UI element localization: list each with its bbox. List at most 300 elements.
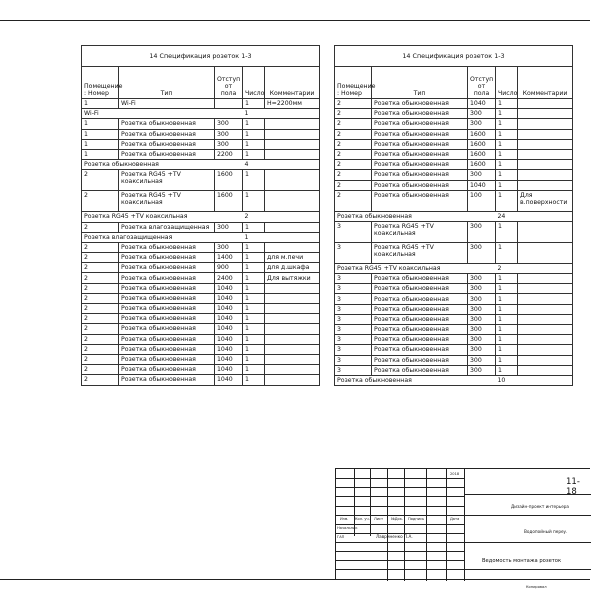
table-row — [335, 99, 573, 109]
cell-comment — [518, 314, 573, 324]
cell-comment — [518, 109, 573, 119]
cell-count: 1 — [243, 314, 265, 324]
group-empty-cell — [265, 232, 320, 242]
cell-type: Розетка обыкновенная — [119, 283, 215, 293]
cell-comment: H=2200мм — [265, 99, 320, 109]
group-empty-cell — [518, 263, 573, 273]
table-row — [335, 109, 573, 119]
col-header-type: Тип — [119, 67, 215, 99]
col-header-offset: Отступ от пола — [468, 67, 496, 99]
cell-offset: 300 — [215, 129, 243, 139]
cell-count: 1 — [243, 344, 265, 354]
cell-room: 2 — [82, 365, 119, 375]
group-count: 2 — [496, 263, 518, 273]
cell-comment — [265, 222, 320, 232]
cell-comment — [265, 365, 320, 375]
table-row — [82, 324, 320, 334]
cell-type: Розетка обыкновенная — [372, 335, 468, 345]
cell-offset: 300 — [468, 304, 496, 314]
cell-offset: 100 — [468, 190, 496, 211]
cell-offset: 1040 — [215, 324, 243, 334]
cell-count: 1 — [243, 170, 265, 191]
group-empty-cell — [518, 375, 573, 385]
cell-room: 2 — [82, 354, 119, 364]
cell-count: 1 — [243, 253, 265, 263]
table-row — [82, 334, 320, 344]
group-total-row — [82, 232, 320, 242]
cell-offset: 300 — [468, 314, 496, 324]
group-label: Розетка RG45 +TV коаксильная — [335, 263, 496, 273]
cell-offset: 300 — [468, 335, 496, 345]
table-row — [82, 344, 320, 354]
cell-type: Розетка обыкновенная — [119, 314, 215, 324]
group-count: 1 — [243, 109, 265, 119]
cell-type: Розетка обыкновенная — [119, 263, 215, 273]
group-label: Розетка обыкновенная — [335, 375, 496, 385]
table-row — [82, 149, 320, 159]
cell-room: 2 — [335, 170, 372, 180]
cell-room: 2 — [335, 190, 372, 211]
cell-comment — [518, 139, 573, 149]
cell-comment — [265, 191, 320, 212]
cell-room: 2 — [82, 191, 119, 212]
cell-room: 1 — [82, 129, 119, 139]
cell-offset: 300 — [468, 221, 496, 242]
spec-table-right — [334, 45, 573, 386]
cell-offset: 900 — [215, 263, 243, 273]
cell-room: 2 — [335, 160, 372, 170]
cell-type: Розетка обыкновенная — [372, 355, 468, 365]
cell-room: 2 — [82, 253, 119, 263]
cell-room: 2 — [335, 129, 372, 139]
table-row — [335, 345, 573, 355]
cell-comment: для м.печи — [265, 253, 320, 263]
cell-offset: 300 — [468, 109, 496, 119]
label-izm: Изм. — [340, 517, 349, 521]
table-row — [335, 335, 573, 345]
cell-type: Розетка обыкновенная — [119, 119, 215, 129]
cell-type: Розетка обыкновенная — [372, 314, 468, 324]
cell-comment — [518, 149, 573, 159]
cell-comment — [518, 221, 573, 242]
group-total-row — [335, 375, 573, 385]
cell-offset: 300 — [215, 119, 243, 129]
cell-type: Розетка RG45 +TV коаксильная — [372, 242, 468, 263]
table-row — [82, 170, 320, 191]
cell-type: Розетка обыкновенная — [372, 274, 468, 284]
group-label: Розетка влагозащищенная — [82, 232, 243, 242]
table-row — [82, 273, 320, 283]
cell-offset: 1600 — [468, 160, 496, 170]
cell-type: Розетка обыкновенная — [119, 139, 215, 149]
cell-count: 1 — [496, 170, 518, 180]
table-row — [82, 139, 320, 149]
cell-comment — [265, 149, 320, 159]
cell-offset — [215, 99, 243, 109]
table-row — [335, 129, 573, 139]
table-row — [335, 180, 573, 190]
cell-offset: 1040 — [215, 283, 243, 293]
cell-comment — [518, 345, 573, 355]
cell-comment — [265, 354, 320, 364]
table-row — [335, 314, 573, 324]
cell-type: Розетка обыкновенная — [372, 170, 468, 180]
label-podpis: Подпись — [408, 517, 425, 521]
cell-type: Розетка обыкновенная — [372, 190, 468, 211]
cell-type: Розетка обыкновенная — [372, 180, 468, 190]
table-row — [82, 129, 320, 139]
cell-offset: 1040 — [215, 314, 243, 324]
cell-offset: 1040 — [215, 293, 243, 303]
col-header-room: Помещение : Номер — [82, 67, 119, 99]
cell-count: 1 — [496, 274, 518, 284]
cell-room: 2 — [82, 242, 119, 252]
cell-room: 2 — [82, 304, 119, 314]
cell-comment — [265, 170, 320, 191]
cell-comment — [265, 119, 320, 129]
cell-offset: 1600 — [215, 170, 243, 191]
table-row — [335, 294, 573, 304]
group-count: 24 — [496, 211, 518, 221]
cell-room: 2 — [335, 109, 372, 119]
cell-type: Розетка RG45 +TV коаксильная — [119, 170, 215, 191]
title-block — [335, 468, 590, 589]
cell-count: 1 — [496, 149, 518, 159]
cell-type: Розетка обыкновенная — [119, 344, 215, 354]
cell-offset: 1040 — [468, 99, 496, 109]
cell-offset: 300 — [468, 274, 496, 284]
cell-type: Розетка обыкновенная — [372, 129, 468, 139]
author-name: Лавриненко П.А. — [376, 534, 413, 539]
cell-comment — [265, 334, 320, 344]
cell-offset: 1600 — [215, 191, 243, 212]
cell-room: 2 — [82, 334, 119, 344]
cell-count: 1 — [243, 191, 265, 212]
cell-type: Розетка обыкновенная — [119, 273, 215, 283]
table-row — [335, 365, 573, 375]
group-total-row — [82, 109, 320, 119]
cell-comment — [518, 274, 573, 284]
cell-comment: для д.шкафа — [265, 263, 320, 273]
cell-offset: 300 — [468, 170, 496, 180]
cell-comment — [518, 160, 573, 170]
cell-type: Розетка обыкновенная — [372, 109, 468, 119]
cell-room: 3 — [335, 355, 372, 365]
table-row — [335, 325, 573, 335]
table-row — [335, 242, 573, 263]
cell-room: 2 — [82, 170, 119, 191]
cell-comment — [265, 324, 320, 334]
cell-room: 1 — [82, 99, 119, 109]
cell-offset: 1600 — [468, 139, 496, 149]
cell-room: 2 — [82, 324, 119, 334]
cell-offset: 1040 — [215, 365, 243, 375]
cell-type: Розетка обыкновенная — [119, 242, 215, 252]
cell-offset: 1040 — [215, 375, 243, 385]
cell-room: 1 — [82, 149, 119, 159]
group-total-row — [335, 211, 573, 221]
cell-room: 2 — [335, 180, 372, 190]
cell-room: 2 — [82, 344, 119, 354]
col-header-count: Число — [243, 67, 265, 99]
cell-comment — [518, 335, 573, 345]
table-row — [82, 283, 320, 293]
cell-count: 1 — [243, 139, 265, 149]
table-row — [335, 355, 573, 365]
table-row — [335, 119, 573, 129]
cell-comment — [518, 180, 573, 190]
group-empty-cell — [265, 212, 320, 222]
cell-count: 1 — [243, 365, 265, 375]
cell-count: 1 — [243, 119, 265, 129]
cell-offset: 1040 — [215, 354, 243, 364]
cell-count: 1 — [243, 263, 265, 273]
cell-offset: 1040 — [215, 304, 243, 314]
cell-type: Розетка обыкновенная — [372, 160, 468, 170]
cell-comment — [518, 284, 573, 294]
cell-offset: 300 — [215, 242, 243, 252]
cell-count: 1 — [496, 294, 518, 304]
cell-type: Розетка обыкновенная — [119, 375, 215, 385]
label-kol-uch: Кол. уч. — [355, 517, 370, 521]
cell-room: 3 — [335, 345, 372, 355]
cell-room: 2 — [82, 314, 119, 324]
table-row — [82, 314, 320, 324]
spec-table-left — [81, 45, 320, 386]
cell-comment — [265, 293, 320, 303]
bottom-note: Копировал — [526, 585, 547, 589]
cell-type: Розетка обыкновенная — [119, 129, 215, 139]
table-row — [82, 304, 320, 314]
group-count: 10 — [496, 375, 518, 385]
cell-count: 1 — [496, 190, 518, 211]
table-row — [335, 221, 573, 242]
cell-count: 1 — [243, 149, 265, 159]
cell-type: Розетка обыкновенная — [119, 293, 215, 303]
cell-count: 1 — [496, 325, 518, 335]
cell-count: 1 — [243, 334, 265, 344]
table-row — [335, 160, 573, 170]
cell-comment — [518, 355, 573, 365]
cell-offset: 300 — [468, 284, 496, 294]
cell-count: 1 — [496, 99, 518, 109]
cell-count: 1 — [496, 221, 518, 242]
table-row — [82, 365, 320, 375]
group-total-row — [335, 263, 573, 273]
cell-comment — [518, 304, 573, 314]
cell-comment — [265, 283, 320, 293]
cell-room: 2 — [82, 283, 119, 293]
cell-offset: 1040 — [215, 344, 243, 354]
cell-room: 3 — [335, 274, 372, 284]
cell-comment — [518, 170, 573, 180]
cell-type: Розетка обыкновенная — [119, 149, 215, 159]
cell-room: 3 — [335, 294, 372, 304]
cell-offset: 1040 — [215, 334, 243, 344]
cell-type: Розетка обыкновенная — [372, 304, 468, 314]
cell-count: 1 — [243, 242, 265, 252]
cell-room: 3 — [335, 221, 372, 242]
year: 2018 — [450, 472, 460, 476]
table-row — [335, 170, 573, 180]
cell-count: 1 — [496, 365, 518, 375]
cell-comment — [518, 325, 573, 335]
group-count: 2 — [243, 212, 265, 222]
cell-comment — [518, 294, 573, 304]
group-count: 4 — [243, 160, 265, 170]
group-empty-cell — [265, 160, 320, 170]
cell-comment — [265, 129, 320, 139]
cell-offset: 300 — [468, 325, 496, 335]
table-row — [82, 99, 320, 109]
cell-count: 1 — [496, 314, 518, 324]
cell-type: Wi-Fi — [119, 99, 215, 109]
cell-type: Розетка обыкновенная — [119, 253, 215, 263]
table-row — [335, 274, 573, 284]
cell-offset: 300 — [468, 365, 496, 375]
cell-offset: 1040 — [468, 180, 496, 190]
table-row — [82, 119, 320, 129]
cell-type: Розетка обыкновенная — [372, 119, 468, 129]
cell-count: 1 — [496, 180, 518, 190]
cell-count: 1 — [243, 99, 265, 109]
object-name: Водопойный переу. — [524, 529, 568, 534]
cell-room: 2 — [82, 263, 119, 273]
cell-comment: Для вытяжки — [265, 273, 320, 283]
group-label: Розетка обыкновенная — [82, 160, 243, 170]
col-header-type: Тип — [372, 67, 468, 99]
group-empty-cell — [265, 109, 320, 119]
cell-room: 3 — [335, 242, 372, 263]
cell-room: 2 — [82, 293, 119, 303]
cell-count: 1 — [243, 283, 265, 293]
cell-count: 1 — [496, 284, 518, 294]
cell-count: 1 — [243, 375, 265, 385]
cell-count: 1 — [243, 304, 265, 314]
cell-count: 1 — [496, 355, 518, 365]
cell-type: Розетка влагозащищенная — [119, 222, 215, 232]
cell-comment — [265, 314, 320, 324]
cell-type: Розетка обыкновенная — [372, 139, 468, 149]
cell-room: 1 — [82, 139, 119, 149]
cell-room: 2 — [82, 375, 119, 385]
col-header-comment: Комментарии — [518, 67, 573, 99]
cell-room: 3 — [335, 314, 372, 324]
frame-top-line — [0, 20, 590, 21]
cell-type: Розетка обыкновенная — [119, 324, 215, 334]
cell-offset: 1600 — [468, 149, 496, 159]
cell-room: 3 — [335, 304, 372, 314]
cell-room: 2 — [335, 149, 372, 159]
cell-offset: 300 — [215, 139, 243, 149]
cell-room: 2 — [335, 99, 372, 109]
cell-count: 1 — [496, 109, 518, 119]
label-data: Дата — [450, 517, 460, 521]
cell-type: Розетка обыкновенная — [119, 365, 215, 375]
cell-room: 2 — [335, 139, 372, 149]
cell-offset: 300 — [468, 345, 496, 355]
cell-room: 2 — [335, 119, 372, 129]
project-name: Дизайн-проект интерьера — [511, 504, 569, 509]
cell-comment: Для в.поверхности — [518, 190, 573, 211]
col-header-count: Число — [496, 67, 518, 99]
cell-count: 1 — [496, 129, 518, 139]
cell-offset: 1400 — [215, 253, 243, 263]
cell-offset: 300 — [468, 242, 496, 263]
cell-type: Розетка обыкновенная — [119, 334, 215, 344]
cell-comment — [265, 139, 320, 149]
cell-comment — [518, 129, 573, 139]
cell-count: 1 — [243, 273, 265, 283]
cell-count: 1 — [496, 345, 518, 355]
table-row — [82, 242, 320, 252]
table-row — [335, 304, 573, 314]
cell-comment — [265, 242, 320, 252]
cell-type: Розетка обыкновенная — [372, 345, 468, 355]
cell-room: 3 — [335, 284, 372, 294]
cell-offset: 300 — [468, 294, 496, 304]
cell-type: Розетка обыкновенная — [372, 325, 468, 335]
cell-count: 1 — [496, 335, 518, 345]
cell-count: 1 — [496, 304, 518, 314]
group-label: Розетка RG45 +TV коаксильная — [82, 212, 243, 222]
table-row — [82, 222, 320, 232]
role-label-2: ГАП — [337, 535, 345, 539]
group-label: Розетка обыкновенная — [335, 211, 496, 221]
table-row — [82, 263, 320, 273]
group-total-row — [82, 160, 320, 170]
table-row — [335, 190, 573, 211]
cell-comment — [265, 304, 320, 314]
cell-comment — [265, 375, 320, 385]
group-empty-cell — [518, 211, 573, 221]
cell-type: Розетка обыкновенная — [119, 304, 215, 314]
sheet-title: Ведомость монтажа розеток — [482, 558, 562, 564]
cell-offset: 300 — [215, 222, 243, 232]
table-title: 14 Спецификация розеток 1-3 — [335, 46, 573, 67]
cell-count: 1 — [243, 222, 265, 232]
cell-room: 3 — [335, 335, 372, 345]
table-row — [82, 375, 320, 385]
cell-type: Розетка обыкновенная — [372, 99, 468, 109]
group-label: Wi-Fi — [82, 109, 243, 119]
cell-comment — [518, 119, 573, 129]
group-count: 1 — [243, 232, 265, 242]
cell-count: 1 — [243, 293, 265, 303]
col-header-comment: Комментарии — [265, 67, 320, 99]
label-ndok: №Док. — [391, 517, 404, 521]
table-body — [335, 99, 573, 386]
table-row — [82, 293, 320, 303]
cell-room: 2 — [82, 222, 119, 232]
cell-count: 1 — [496, 119, 518, 129]
cell-type: Розетка обыкновенная — [119, 354, 215, 364]
cell-offset: 300 — [468, 119, 496, 129]
table-title: 14 Спецификация розеток 1-3 — [82, 46, 320, 67]
col-header-offset: Отступ от пола — [215, 67, 243, 99]
cell-type: Розетка RG45 +TV коаксильная — [119, 191, 215, 212]
cell-comment — [265, 344, 320, 354]
cell-room: 1 — [82, 119, 119, 129]
cell-count: 1 — [243, 354, 265, 364]
group-total-row — [82, 212, 320, 222]
cell-offset: 2400 — [215, 273, 243, 283]
table-row — [82, 191, 320, 212]
table-body — [82, 99, 320, 386]
table-row — [82, 253, 320, 263]
cell-comment — [518, 365, 573, 375]
cell-offset: 1600 — [468, 129, 496, 139]
